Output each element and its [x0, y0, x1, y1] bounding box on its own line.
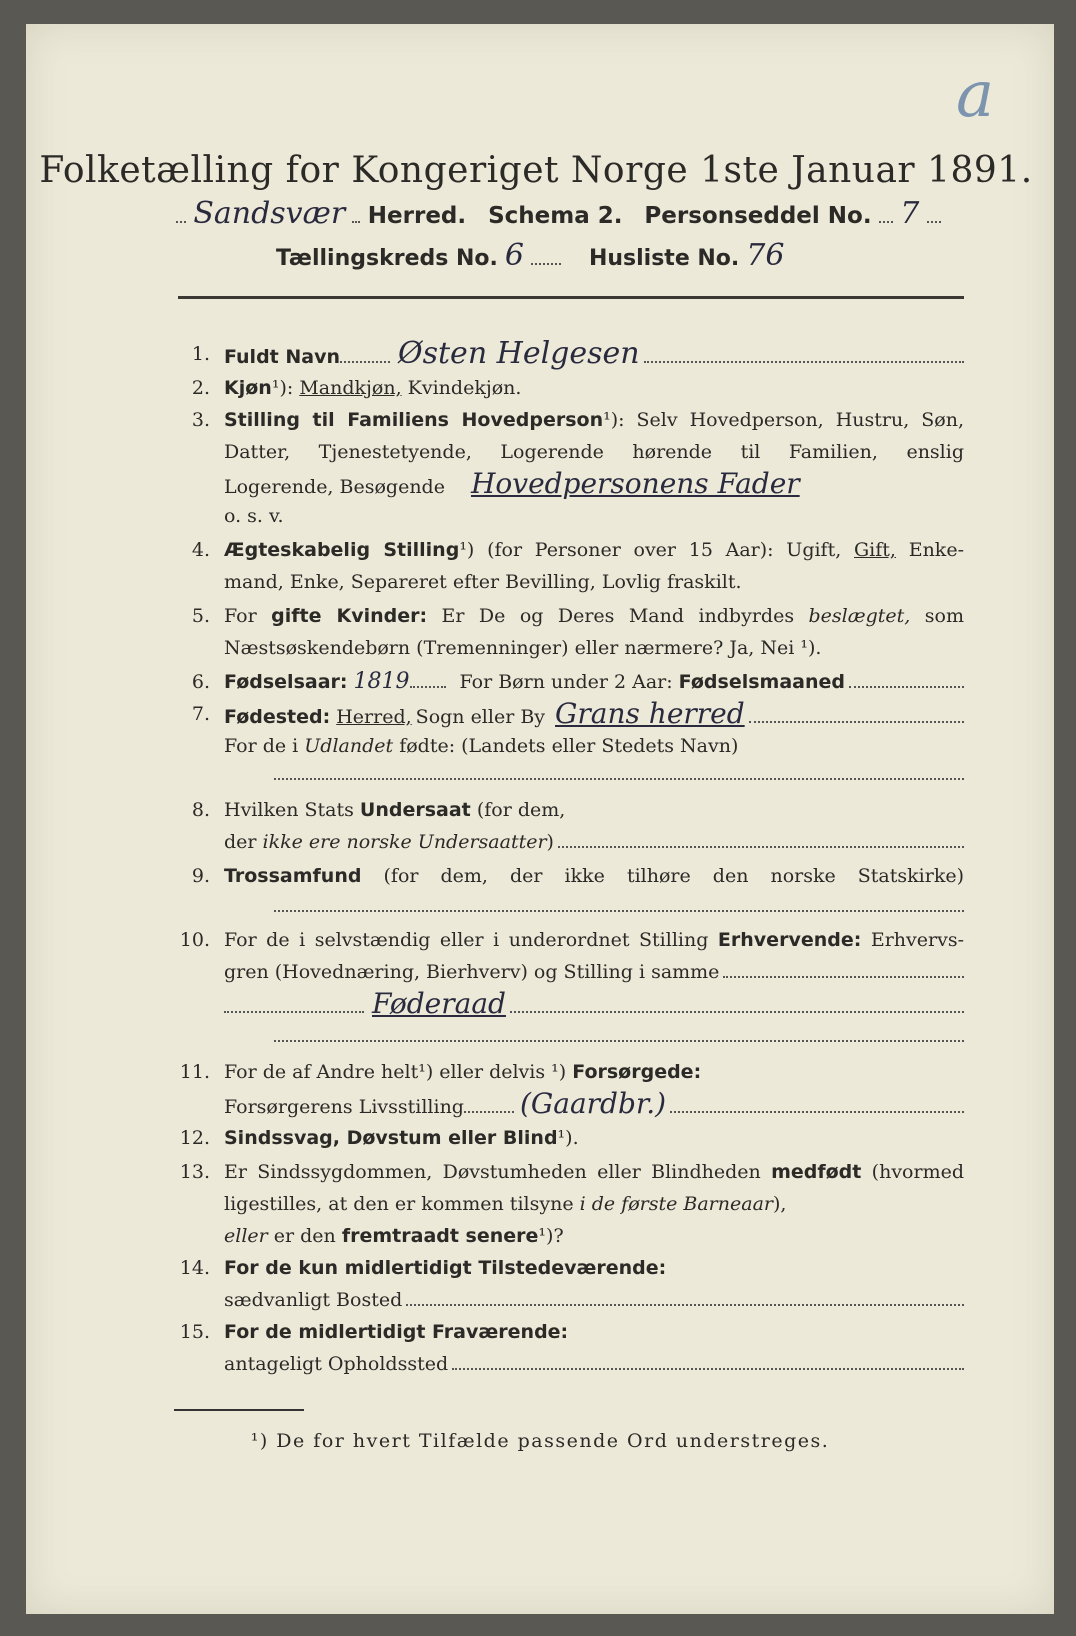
item-text: ligestilles, at den er kommen tilsyne	[224, 1193, 574, 1215]
header-line-2	[276, 238, 1066, 273]
dotted-fill	[749, 705, 964, 723]
personseddel-value: 7	[900, 196, 920, 231]
item-label: Fødselsaar:	[224, 671, 348, 693]
dotted-fill	[849, 670, 964, 688]
item-text: ¹): Selv Hovedperson, Hustru, Søn,	[603, 409, 965, 431]
item-text: For Børn under 2 Aar:	[459, 671, 673, 693]
item-number: 12.	[179, 1127, 210, 1149]
footnote-ref: ¹):	[271, 377, 294, 399]
item-text: ¹) (for Personer over 15 Aar): Ugift,	[459, 539, 842, 561]
item-text: eller	[224, 1225, 268, 1247]
header-rule	[178, 296, 964, 299]
item-text: Enke-	[908, 539, 964, 561]
item-text: sædvanligt Bosted	[224, 1289, 403, 1311]
item-text: Datter, Tjenestetyende, Logerende hørende til Familien, enslig	[224, 441, 964, 463]
item-text: antageligt Opholdssted	[224, 1353, 449, 1375]
item-label: medfødt	[771, 1161, 862, 1183]
item-label: Sindssvag, Døvstum eller Blind	[224, 1127, 558, 1149]
dotted-fill	[464, 1093, 514, 1113]
item-text: mand, Enke, Separeret efter Bevilling, Lovlig fraskilt.	[224, 571, 742, 593]
blank-line	[274, 908, 964, 912]
footnote-ref: ¹).	[557, 1127, 579, 1149]
item-text: (hvormed	[871, 1161, 964, 1183]
item-number: 15.	[179, 1321, 210, 1343]
dotted-fill	[452, 1352, 964, 1370]
item-text: der	[224, 831, 257, 853]
item-text: beslægtet,	[808, 605, 911, 627]
dotted-fill	[176, 203, 186, 223]
item-label: fremtraadt senere	[341, 1225, 539, 1247]
item-text: (for dem,	[476, 799, 566, 821]
item-label: gifte Kvinder:	[271, 605, 428, 627]
item-number: 1.	[191, 343, 210, 365]
item-number: 8.	[191, 799, 210, 821]
item-text: Er Sindssygdommen, Døvstumheden eller Blindheden	[224, 1161, 761, 1183]
item-number: 2.	[191, 377, 210, 399]
item-text: o. s. v.	[224, 505, 284, 527]
form-title: Folketælling for Kongeriget Norge 1ste Januar 1891.	[39, 150, 1033, 191]
item-number: 5.	[191, 605, 210, 627]
item-text: Udlandet	[304, 735, 394, 757]
personseddel-label: Personseddel No.	[644, 203, 872, 229]
item-label: Kjøn	[224, 377, 272, 399]
item-text: som	[924, 605, 964, 627]
item-label: Ægteskabelig Stilling	[224, 539, 460, 561]
item-text: Hvilken Stats	[224, 799, 354, 821]
census-form-sheet	[26, 24, 1054, 1614]
item-text: ikke ere norske Undersaatter	[262, 831, 547, 853]
birth-year-value: 1819	[353, 669, 410, 694]
footnote-ref: ¹)?	[538, 1225, 564, 1247]
item-text: Forsørgerens Livsstilling	[224, 1096, 464, 1118]
footnote: ¹) De for hvert Tilfælde passende Ord understreges.	[250, 1430, 830, 1452]
option-kvindekjon: Kvindekjøn.	[407, 377, 522, 399]
item-text: i de første Barneaar	[579, 1193, 773, 1215]
footnote-rule	[174, 1409, 304, 1411]
item-text: )	[546, 831, 554, 853]
dotted-fill	[224, 993, 364, 1013]
item-number: 11.	[179, 1061, 210, 1083]
item-label: Fødselsmaaned	[678, 671, 845, 693]
dotted-fill	[352, 203, 360, 223]
item-text: er den	[273, 1225, 336, 1247]
dotted-fill	[558, 830, 964, 848]
item-label: Erhvervende:	[717, 929, 862, 951]
item-text: ¹) eller delvis ¹)	[418, 1061, 567, 1083]
item-number: 14.	[179, 1257, 210, 1279]
blank-line	[274, 776, 964, 780]
option-mandkjon: Mandkjøn,	[299, 377, 402, 399]
item-text: Logerende, Besøgende	[224, 476, 445, 498]
stilling-value: Hovedpersonens Fader	[470, 467, 800, 500]
option-gift: Gift,	[854, 539, 896, 561]
kreds-label: Tællingskreds No.	[276, 246, 498, 271]
item-text: Er De og Deres Mand indbyrdes	[441, 605, 795, 627]
item-label: Undersaat	[359, 799, 471, 821]
husliste-label: Husliste No.	[588, 246, 740, 271]
herred-value: Sandsvær	[193, 196, 346, 231]
item-text: For de af Andre helt	[224, 1061, 419, 1083]
forsorger-value: (Gaardbr.)	[519, 1087, 667, 1120]
header-line-1	[176, 196, 966, 231]
item-number: 6.	[191, 671, 210, 693]
item-label: Stilling til Familiens Hovedperson	[224, 409, 604, 431]
item-text: fødte: (Landets eller Stedets Navn)	[399, 735, 739, 757]
dotted-fill	[531, 245, 561, 265]
item-text: For de i selvstændig eller i underordnet Stilling	[224, 929, 709, 951]
item-label: Forsørgede:	[572, 1061, 702, 1083]
corner-mark: a	[956, 58, 995, 132]
fodested-value: Grans herred	[555, 697, 745, 730]
husliste-value: 76	[746, 238, 785, 273]
item-label: For de kun midlertidigt Tilstedeværende:	[224, 1257, 667, 1279]
option-herred: Herred,	[336, 706, 412, 728]
item-label: Trossamfund	[224, 865, 362, 887]
dotted-fill	[927, 203, 941, 223]
item-text: Erhvervs-	[870, 929, 965, 951]
item-text: For de i	[224, 735, 299, 757]
schema-label: Schema 2.	[488, 203, 623, 229]
item-number: 9.	[191, 865, 210, 887]
dotted-fill	[510, 995, 964, 1013]
herred-label: Herred.	[367, 203, 467, 229]
item-number: 7.	[191, 703, 210, 725]
dotted-fill	[723, 960, 964, 978]
name-value: Østen Helgesen	[398, 336, 640, 371]
dotted-fill	[406, 1288, 964, 1306]
item-label: Fuldt Navn	[224, 346, 341, 368]
item-number: 10.	[179, 929, 210, 951]
item-text: (for dem, der ikke tilhøre den norske Statskirke)	[383, 865, 964, 887]
item-text: Sogn eller By	[415, 706, 546, 728]
dotted-fill	[340, 343, 390, 363]
blank-line	[274, 1038, 964, 1042]
dotted-fill	[879, 203, 893, 223]
kreds-value: 6	[504, 238, 524, 273]
item-label: For de midlertidigt Fraværende:	[224, 1321, 569, 1343]
item-number: 3.	[191, 409, 210, 431]
item-number: 13.	[179, 1161, 210, 1183]
item-number: 4.	[191, 539, 210, 561]
dotted-fill	[644, 345, 964, 363]
item-text: For	[224, 605, 257, 627]
item-text: ),	[773, 1193, 787, 1215]
dotted-fill	[670, 1095, 964, 1113]
erhverv-value: Føderaad	[372, 987, 506, 1020]
dotted-fill	[410, 668, 446, 688]
item-text: gren (Hovednæring, Bierhverv) og Stilling i samme	[224, 961, 720, 983]
item-label: Fødested:	[224, 706, 331, 728]
item-text: Næstsøskendebørn (Tremenninger) eller nærmere? Ja, Nei ¹).	[224, 637, 822, 659]
